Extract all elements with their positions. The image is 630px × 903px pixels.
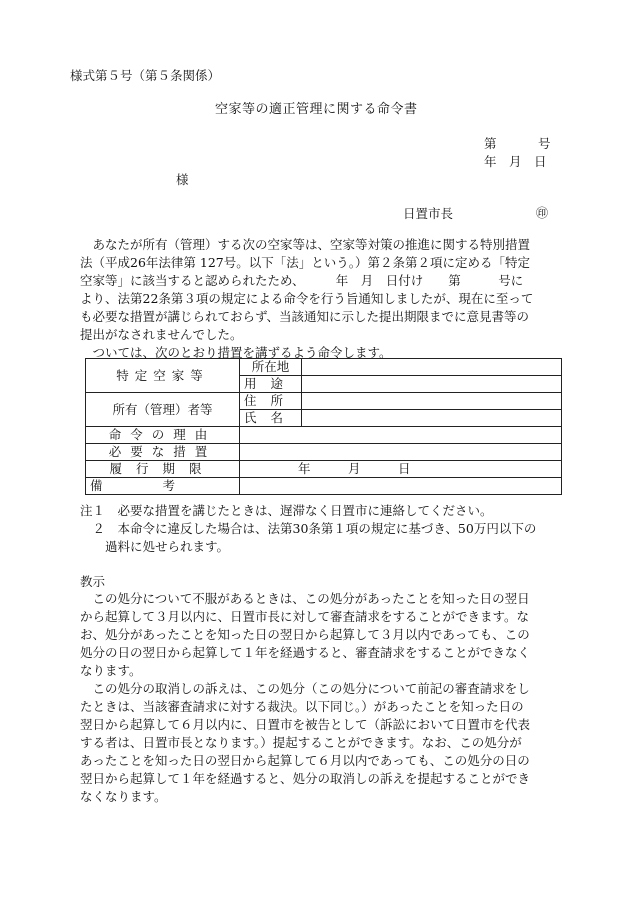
body-line: も必要な措置が講じられておらず、当該通知に示した提出期限までに意見書等の [80, 309, 530, 324]
seal-mark: ㊞ [536, 206, 549, 220]
notes [80, 502, 570, 556]
table-label: 備考 [86, 478, 240, 495]
table-row [86, 427, 562, 444]
deadline-date: 年 月 日 [298, 461, 411, 476]
body-paragraph [80, 236, 565, 362]
table-row [86, 359, 562, 376]
table-sub-label: 所在地 [240, 359, 302, 376]
table-label-vacant-house [86, 359, 240, 393]
teaching-line: たときは、当該審査請求に対する裁決。以下同じ。）があったことを知った日の [80, 699, 524, 714]
table-value-cell[interactable] [240, 427, 562, 444]
table-value-cell[interactable] [240, 461, 562, 478]
table-value-cell[interactable] [302, 410, 562, 427]
teaching-text [80, 590, 565, 806]
teaching-line: 翌日から起算して６月以内に、日置市を被告として（訴訟において日置市を代表 [80, 717, 531, 732]
number-prefix: 第 [484, 136, 497, 151]
teaching-heading: 教示 [80, 574, 106, 589]
table-value-cell[interactable] [302, 393, 562, 410]
table-row [86, 461, 562, 478]
note-line: 注１ 必要な措置を講じたときは、遅滞なく日置市に連絡してください。 [80, 503, 493, 518]
table-row [86, 478, 562, 495]
table-label: 履行期限 [86, 461, 240, 478]
teaching-line: 処分の日の翌日から起算して１年を経過すると、審査請求をすることができなく [80, 645, 531, 660]
issuer: 日置市長 [403, 206, 454, 221]
form-label: 様式第５号（第５条関係） [70, 68, 221, 83]
note-line: 過料に処せられます。 [80, 539, 230, 554]
body-line: 法（平成26年法律第 127号。以下「法」という。）第２条第２項に定める「特定 [80, 255, 530, 270]
table-row [86, 393, 562, 410]
table-sub-label: 住所 [240, 393, 302, 410]
table-label-owner: 所有（管理）者等 [86, 393, 240, 427]
table-value-cell[interactable] [240, 478, 562, 495]
date-line: 年 月 日 [484, 154, 547, 169]
table-label: 必要な措置 [86, 444, 240, 461]
teaching-line: この処分の取消しの訴えは、この処分（この処分について前記の審査請求をし [80, 681, 530, 696]
teaching-line: する者は、日置市長となります。）提起することができます。なお、この処分が [80, 735, 522, 750]
document-title: 空家等の適正管理に関する命令書 [215, 102, 418, 117]
teaching-line: あったことを知った日の翌日から起算して６月以内であっても、この処分の日の [80, 753, 530, 768]
body-line: 提出がなされませんでした。 [80, 327, 243, 342]
teaching-line: なくなります。 [80, 789, 167, 804]
number-suffix: 号 [538, 136, 551, 151]
addressee: 様 [176, 172, 189, 187]
body-line: 空家等」に該当すると認められたため、 年 月 日付け 第 号に [80, 273, 524, 288]
teaching-line: この処分について不服があるときは、この処分があったことを知った日の翌日 [80, 591, 530, 606]
order-table [85, 358, 562, 495]
teaching-line: 翌日から起算して１年を経過すると、処分の取消しの訴えを提起することができ [80, 771, 531, 786]
note-line: ２ 本命令に違反した場合は、法第30条第１項の規定に基づき、50万円以下の [80, 521, 537, 536]
body-line: ついては、次のとおり措置を講ずるよう命令します。 [80, 345, 392, 360]
body-line: より、法第22条第３項の規定による命令を行う旨通知しましたが、現在に至って [80, 291, 534, 306]
body-line: あなたが所有（管理）する次の空家等は、空家等対策の推進に関する特別措置 [80, 237, 531, 252]
table-sub-label: 氏名 [240, 410, 302, 427]
table-value-cell[interactable] [302, 376, 562, 393]
table-value-cell[interactable] [302, 359, 562, 376]
label-text: 特定空家等 [116, 367, 209, 383]
table-label: 命令の理由 [86, 427, 240, 444]
teaching-line: なります。 [80, 663, 142, 678]
table-value-cell[interactable] [240, 444, 562, 461]
table-sub-label: 用途 [240, 376, 302, 393]
teaching-line: お、処分があったことを知った日の翌日から起算して３月以内であっても、この [80, 627, 530, 642]
teaching-line: から起算して３月以内に、日置市長に対して審査請求をすることができます。な [80, 609, 530, 624]
table-row [86, 444, 562, 461]
